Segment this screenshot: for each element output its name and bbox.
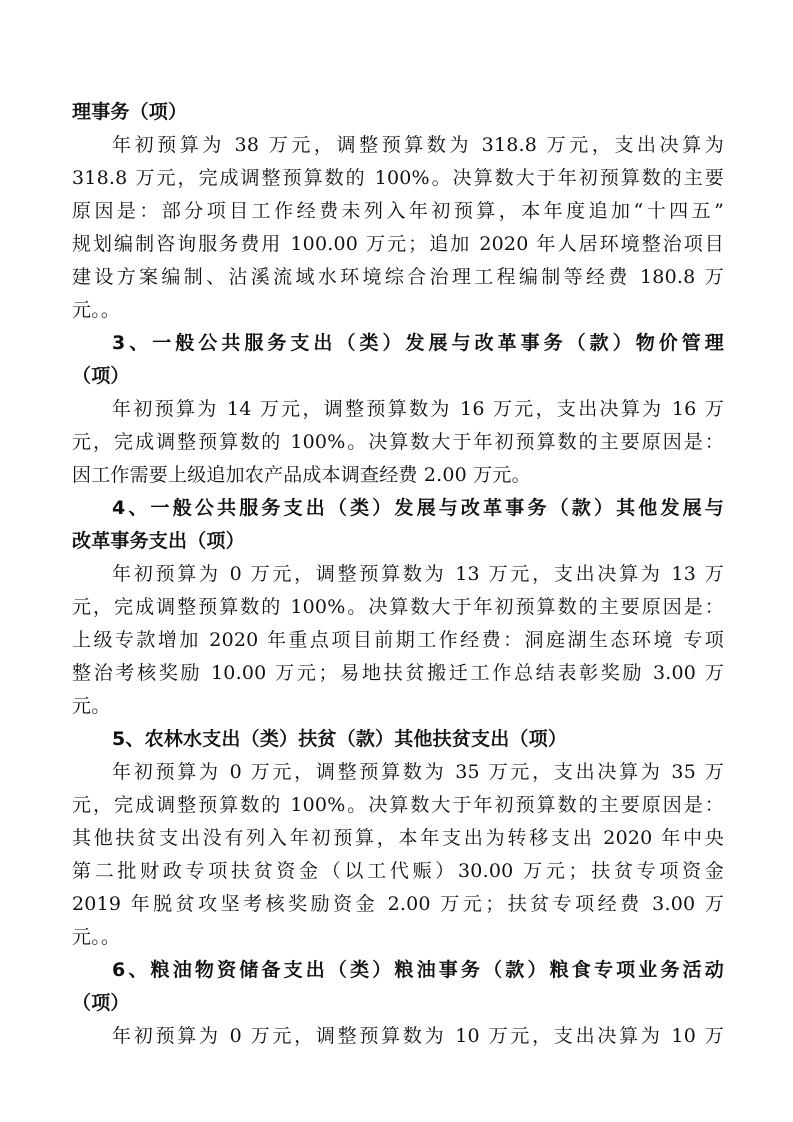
- text-line: 318.8 万元，完成调整预算数的 100%。决算数大于年初预算数的主要: [72, 167, 724, 189]
- section-heading: [72, 723, 724, 756]
- heading-line: 改革事务支出（项）: [72, 530, 245, 552]
- text-line: 年初预算为 0 万元，调整预算数为 35 万元，支出决算为 35 万: [112, 761, 724, 783]
- body-paragraph: [72, 756, 724, 954]
- heading-line: 6、粮油物资储备支出（类）粮油事务（款）粮食专项业务活动: [112, 959, 724, 981]
- heading-line: （项）: [72, 365, 130, 387]
- section-heading: [72, 954, 724, 1020]
- text-line: 元，完成调整预算数的 100%。决算数大于年初预算数的主要原因是：: [72, 431, 724, 453]
- text-line: 年初预算为 0 万元，调整预算数为 10 万元，支出决算为 10 万: [112, 1025, 724, 1047]
- section-heading: [72, 96, 724, 129]
- text-line: 年初预算为 38 万元，调整预算数为 318.8 万元，支出决算为: [112, 134, 724, 156]
- text-line: 因工作需要上级追加农产品成本调查经费 2.00 万元。: [72, 464, 531, 486]
- text-line: 2019 年脱贫攻坚考核奖励资金 2.00 万元；扶贫专项经费 3.00 万: [72, 893, 724, 915]
- text-line: 上级专款增加 2020 年重点项目前期工作经费：洞庭湖生态环境 专项: [72, 629, 724, 651]
- text-line: 建设方案编制、沾溪流域水环境综合治理工程编制等经费 180.8 万: [72, 266, 724, 288]
- heading-line: 理事务（项）: [72, 101, 188, 123]
- heading-line: 4、一般公共服务支出（类）发展与改革事务（款）其他发展与: [112, 497, 724, 519]
- body-paragraph: [72, 129, 724, 327]
- text-line: 年初预算为 14 万元，调整预算数为 16 万元，支出决算为 16 万: [112, 398, 724, 420]
- text-line: 第二批财政专项扶贫资金（以工代赈）30.00 万元；扶贫专项资金: [72, 860, 724, 882]
- document-page: [72, 96, 724, 1053]
- text-line: 整治考核奖励 10.00 万元；易地扶贫搬迁工作总结表彰奖励 3.00 万: [72, 662, 724, 684]
- section-heading: [72, 327, 724, 393]
- heading-line: 3、一般公共服务支出（类）发展与改革事务（款）物价管理: [112, 332, 724, 354]
- body-paragraph: [72, 558, 724, 723]
- text-line: 元。。: [72, 926, 121, 948]
- heading-line: 5、农林水支出（类）扶贫（款）其他扶贫支出（项）: [112, 728, 568, 750]
- section-heading: [72, 492, 724, 558]
- text-line: 原因是：部分项目工作经费未列入年初预算，本年度追加“十四五”: [72, 200, 724, 222]
- text-line: 年初预算为 0 万元，调整预算数为 13 万元，支出决算为 13 万: [112, 563, 724, 585]
- text-line: 规划编制咨询服务费用 100.00 万元；追加 2020 年人居环境整治项目: [72, 233, 724, 255]
- heading-line: （项）: [72, 992, 130, 1014]
- text-line: 元，完成调整预算数的 100%。决算数大于年初预算数的主要原因是：: [72, 596, 724, 618]
- text-line: 元。。: [72, 299, 121, 321]
- body-paragraph: [72, 393, 724, 492]
- body-paragraph: [72, 1020, 724, 1053]
- text-line: 元。: [72, 695, 111, 717]
- text-line: 其他扶贫支出没有列入年初预算，本年支出为转移支出 2020 年中央: [72, 827, 724, 849]
- text-line: 元，完成调整预算数的 100%。决算数大于年初预算数的主要原因是：: [72, 794, 724, 816]
